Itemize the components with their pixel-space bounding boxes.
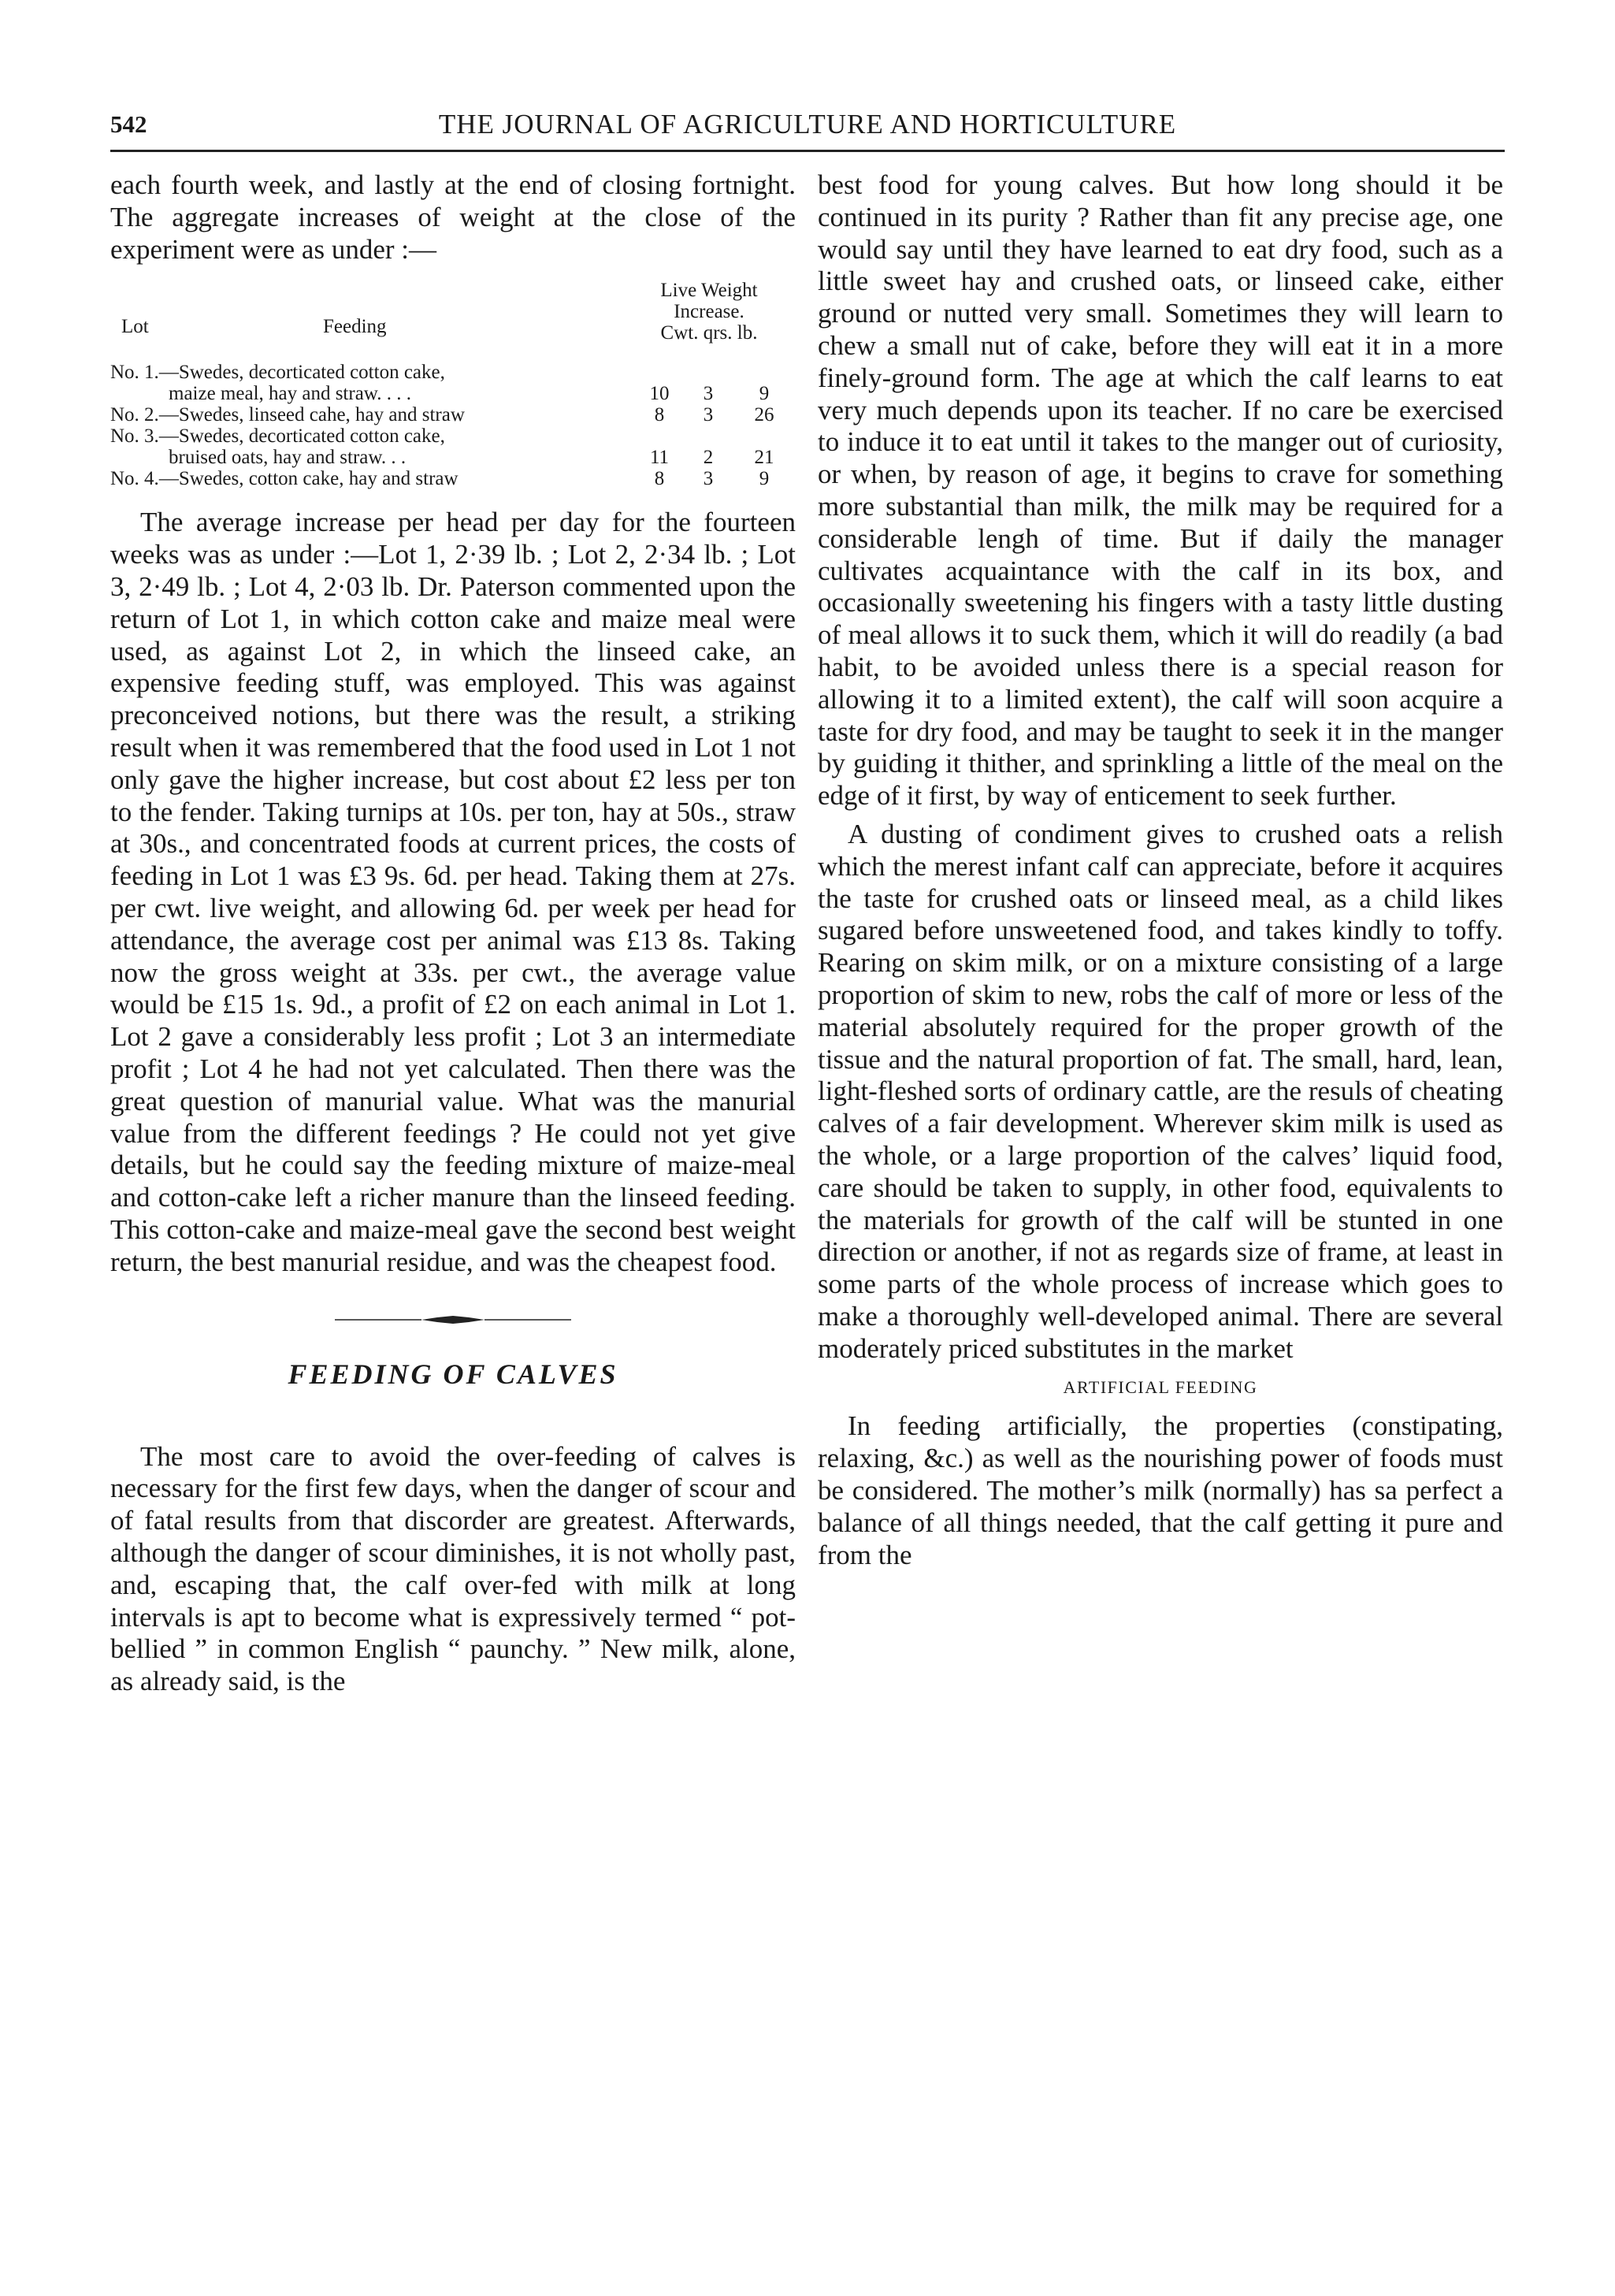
row-qrs: 3	[703, 404, 714, 426]
row-lb: 9	[759, 383, 770, 405]
row-lot: No. 1.	[110, 362, 159, 384]
table-row	[110, 404, 796, 425]
section-title: FEEDING OF CALVES	[288, 1358, 618, 1390]
page-header	[110, 104, 1505, 151]
column-header-live-weight	[622, 280, 796, 344]
body-paragraph: In feeding artificially, the properties (constipating, relaxing, &c.) as well as the nourishing power of foods must be considered. The mother’s milk (normally) has sa perfect a balance of all things needed, that the calf getting it pure and from the	[818, 1410, 1503, 1570]
body-paragraph: The most care to avoid the over-feeding of calves is necessary for the first few days, when the danger of scour and of fatal results from that discorder are greatest. Afterwards, although the danger of scour diminishes, it is not wholly past, and, escaping that, the calf over-fed with milk at long intervals is apt to become what is expressively termed “ pot-bellied ” in common English “ paunchy. ” New milk, alone, as already said, is the	[110, 1440, 796, 1697]
subheading: ARTIFICIAL FEEDING	[1063, 1377, 1258, 1398]
row-lb: 9	[759, 468, 770, 490]
header-rule	[110, 150, 1505, 152]
row-qrs: 3	[703, 468, 714, 490]
row-qrs: 2	[703, 447, 714, 469]
row-feeding-continued: maize meal, hay and straw. . . .	[169, 383, 411, 405]
row-cwt: 11	[649, 447, 670, 469]
column-header-feeding: Feeding	[323, 316, 387, 338]
row-lb: 26	[754, 404, 774, 426]
row-lot: No. 2.	[110, 404, 159, 426]
row-feeding: —Swedes, decorticated cotton cake,	[158, 425, 445, 448]
table-row	[110, 362, 796, 404]
right-column	[818, 169, 1503, 2289]
running-head: THE JOURNAL OF AGRICULTURE AND HORTICULTURE	[438, 109, 1177, 139]
row-cwt: 8	[654, 404, 665, 426]
row-feeding: —Swedes, decorticated cotton cake,	[158, 362, 445, 384]
row-feeding-continued: bruised oats, hay and straw. . .	[169, 447, 407, 469]
increase-label: Increase.	[674, 301, 744, 323]
page-number: 542	[110, 110, 147, 138]
body-paragraph: A dusting of condiment gives to crushed oats a relish which the merest infant calf can appreciate, before it acquires the taste for crushed oats or linseed meal, as a child likes sugared before unsweetened food, and takes kindly to toffy. Rearing on skim milk, or on a mixture consisting of a large proportion of skim to new, robs the calf of more or less of the material absolutely required for the proper growth of the tissue and the natural proportion of fat. The small, hard, lean, light-fleshed sorts of ordinary cattle, are the resuls of cheating calves of a fair development. Wherever skim milk is used as the whole, or a large proportion of the calves’ liquid food, care should be taken to supply, in other food, equivalents to the materials for growth of the calf will be stunted in one direction or another, if not as regards size of frame, at least in some parts of the whole process of increase which goes to make a thoroughly well-developed animal. There are several moderately priced substitutes in the market	[818, 818, 1503, 1364]
body-paragraph: The average increase per head per day for the fourteen weeks was as under :—Lot 1, 2·39 lb. ; Lot 2, 2·34 lb. ; Lot 3, 2·49 lb. ; Lot 4, 2·03 lb. Dr. Paterson commented upon the return of Lot 1, in which cotton cake and maize meal were used, as against Lot 2, in which the linseed cake, an expensive feeding stuff, was employed. This was against preconceived notions, but there was the result, a striking result when it was remembered that the food used in Lot 1 not only gave the higher increase, but cost about £2 less per ton to the fender. Taking turnips at 10s. per ton, hay at 50s., straw at 30s., and concentrated foods at current prices, the costs of feeding in Lot 1 was £3 9s. 6d. per head. Taking them at 27s. per cwt. live weight, and allowing 6d. per week per head for attendance, the average cost per animal was £13 8s. Taking now the gross weight at 33s. per cwt., the average value would be £15 1s. 9d., a profit of £2 on each animal in Lot 1. Lot 2 gave a considerably less profit ; Lot 3 an intermediate profit ; Lot 4 he had not yet calculated. Then there was the great question of manurial value. What was the manurial value from the different feedings ? He could not yet give details, but he could say the feeding mixture of maize-meal and cotton-cake left a richer manure than the linseed feeding. This cotton-cake and maize-meal gave the second best weight return, the best manurial residue, and was the cheapest food.	[110, 507, 796, 1277]
section-divider-ornament	[335, 1313, 571, 1326]
feeding-results-table	[110, 280, 796, 489]
row-lb: 21	[754, 447, 774, 469]
units-label: Cwt. qrs. lb.	[660, 322, 758, 344]
row-qrs: 3	[703, 383, 714, 405]
row-lot: No. 3.	[110, 425, 159, 448]
live-weight-label: Live Weight	[660, 280, 758, 302]
row-cwt: 8	[654, 468, 665, 490]
row-lot: No. 4.	[110, 468, 159, 490]
column-header-lot: Lot	[121, 316, 149, 338]
left-column	[110, 169, 796, 2289]
intro-paragraph: each fourth week, and lastly at the end of closing fortnight. The aggregate increases of weight at the close of the experiment were as under :—	[110, 169, 796, 265]
row-feeding: —Swedes, linseed cahe, hay and straw	[158, 404, 465, 426]
row-feeding: —Swedes, cotton cake, hay and straw	[158, 468, 459, 490]
body-paragraph: best food for young calves. But how long should it be continued in its purity ? Rather than fit any precise age, one would say until they have learned to eat dry food, such as a little sweet hay and crushed oats, or linseed cake, either ground or nutted very small. Sometimes they will learn to chew a small nut of cake, before they will eat it in a more finely-ground form. The age at which the calf learns to eat very much depends upon its teacher. If no care be exercised to induce it to eat until it takes to the manger out of curiosity, or when, by reason of age, it begins to crave for something more substantial than milk, the milk may be required for a considerable lengh of time. But if daily the manager cultivates acquaintance with the calf in its box, and occasionally sweetening his fingers with a tasty little dusting of meal allows it to suck them, which it will do readily (a bad habit, to be avoided unless there is a special reason for allowing it to a limited extent), the calf will soon acquire a taste for dry food, and may be taught to seek it in the manger by guiding it thither, and sprinkling a little of the meal on the edge of it first, by way of enticement to seek further.	[818, 169, 1503, 812]
table-row	[110, 468, 796, 489]
table-header	[110, 280, 796, 362]
row-cwt: 10	[649, 383, 670, 405]
table-row	[110, 425, 796, 468]
